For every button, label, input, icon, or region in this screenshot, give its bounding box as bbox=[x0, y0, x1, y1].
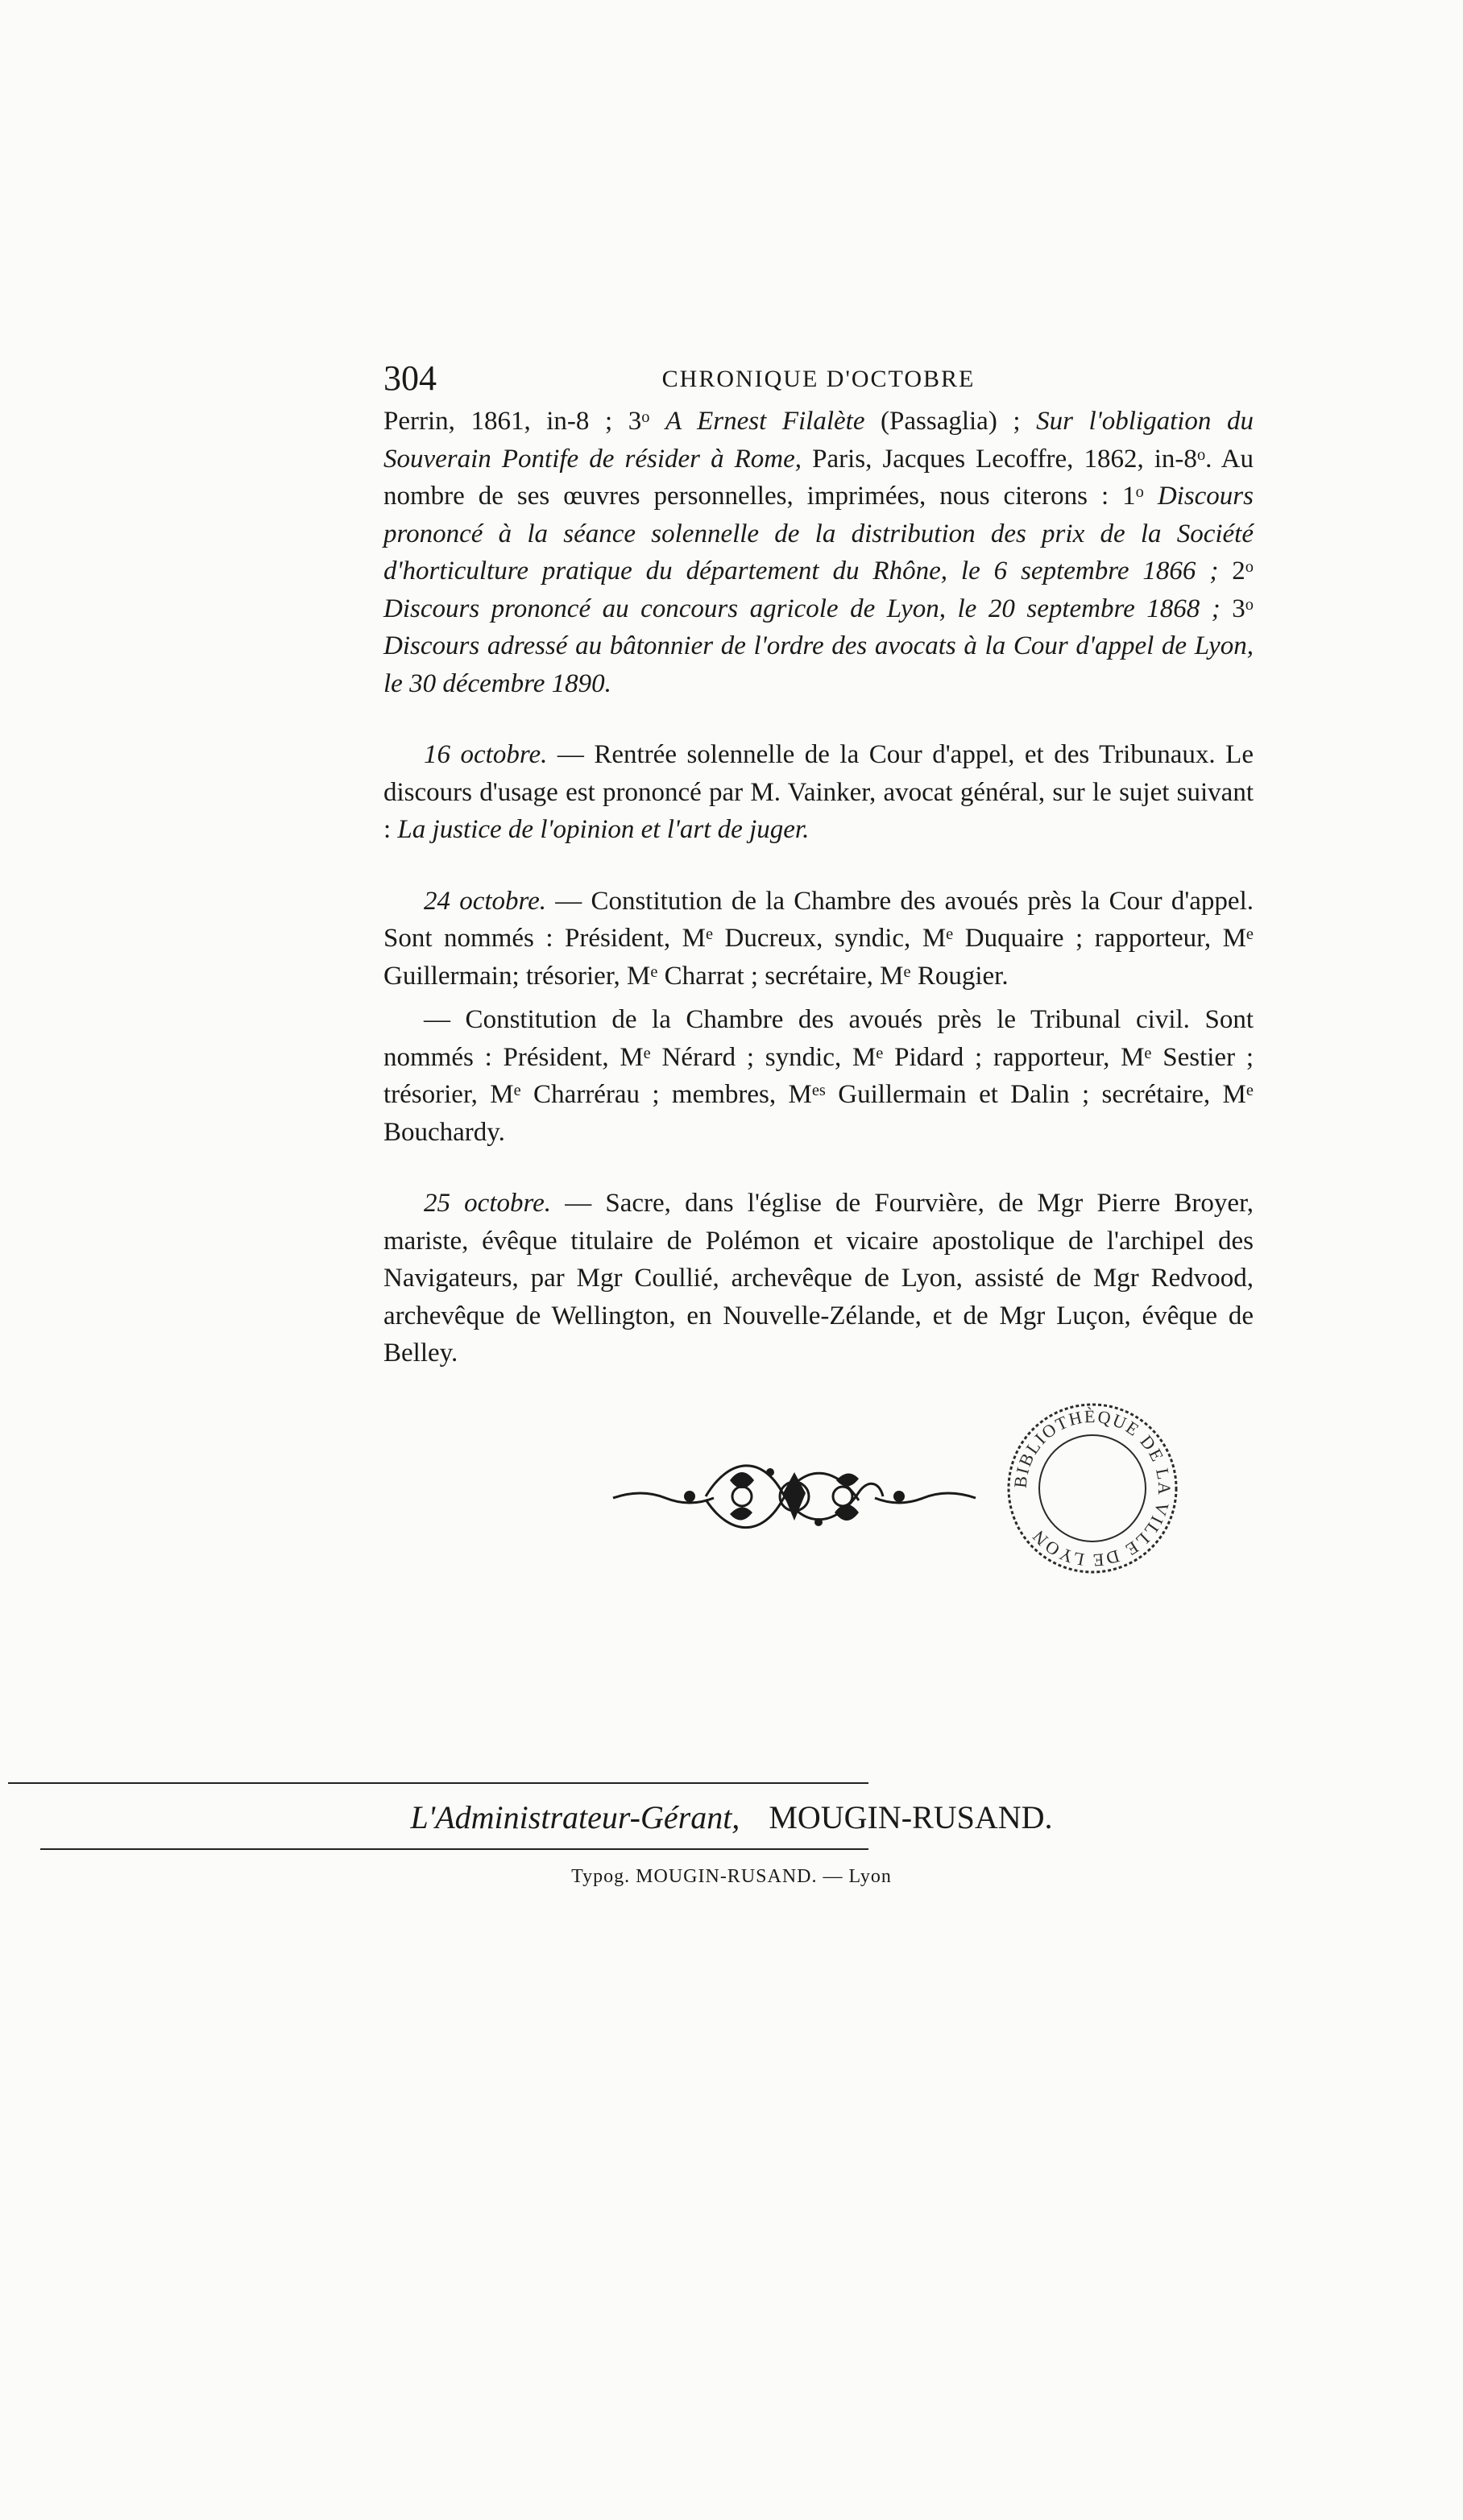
body-text bbox=[383, 403, 1254, 1372]
paragraph-tribunal-civil: — Constitution de la Chambre des avoués près le Tribunal civil. Sont nommés : Président, Me Nérard ; syndic, Me Pidard ; rapporteur, Me Sestier ; trésorier, Me Charrérau ; membres, $M^{es}$ Guillermain et Dalin ; secrétaire, Me Bouchardy. bbox=[383, 1005, 1254, 1147]
paragraph-bibliography: Perrin, 1861, in-8 ; 3$^o$ A Ernest Filalète (Passaglia) ; Sur l'obligation du Souverain Pontife de résider à Rome, Paris, Jacques Lecoffre, 1862, in-8$^o$. Au nombre de ses œuvres personnelles, imprimées, nous citerons : 1$^o$ Discours prononcé à la séance solennelle de la distribution des prix de la Société d'horticulture pratique du département du Rhône, le 6 septembre 1866 ; 2$^o$ Discours prononcé au concours agricole de Lyon, le 20 septembre 1868 ; 3$^o$ Discours adressé au bâtonnier de l'ordre des avocats à la Cour d'appel de Lyon, le 30 décembre 1890. bbox=[383, 407, 1254, 698]
page-header bbox=[383, 354, 1254, 403]
signature-line bbox=[0, 1792, 1463, 1843]
paragraph-16-octobre: 16 octobre. — Rentrée solennelle de la Cour d'appel, et des Tribunaux. Le discours d'usage est prononcé par M. Vainker, avocat général, sur le sujet suivant : La justice de l'opinion et l'art de juger. bbox=[383, 740, 1254, 844]
floral-vignette-icon bbox=[609, 1448, 980, 1545]
paragraph-24-octobre: 24 octobre. — Constitution de la Chambre des avoués près la Cour d'appel. Sont nommés : Président, Me Ducreux, syndic, Me Duquaire ; rapporteur, Me Guillermain; trésorier, Me Charrat ; secrétaire, Me Rougier. bbox=[383, 886, 1254, 991]
entry-date: 24 octobre. bbox=[424, 886, 547, 916]
printer-imprint: Typog. MOUGIN-RUSAND. — Lyon bbox=[571, 1866, 892, 1887]
paragraph-25-octobre: 25 octobre. — Sacre, dans l'église de Fourvière, de Mgr Pierre Broyer, mariste, évêque titulaire de Polémon et vicaire apostolique de l'archipel des Navigateurs, par Mgr Coullié, archevêque de Lyon, assisté de Mgr Redvood, archevêque de Wellington, en Nouvelle-Zélande, et de Mgr Luçon, évêque de Belley. bbox=[383, 1189, 1254, 1368]
administrator-role: L'Administrateur-Gérant, bbox=[410, 1799, 740, 1835]
entry-date: 25 octobre. bbox=[424, 1189, 552, 1218]
page-number: 304 bbox=[383, 358, 437, 398]
footer-rule-bottom bbox=[40, 1848, 868, 1850]
entry-date: 16 octobre. bbox=[424, 740, 548, 769]
svg-text:BIBLIOTHÈQUE DE LA VILLE DE LY bbox=[1010, 1405, 1175, 1570]
ornament-area bbox=[383, 1384, 1254, 1593]
stamp-ring-text: BIBLIOTHÈQUE DE LA VILLE DE LYON bbox=[1009, 1405, 1175, 1570]
library-stamp-icon bbox=[1004, 1400, 1181, 1577]
running-title: CHRONIQUE D'OCTOBRE bbox=[661, 366, 976, 392]
page bbox=[383, 354, 1254, 1593]
administrator-name: MOUGIN-RUSAND. bbox=[769, 1799, 1053, 1835]
footer-rule-top bbox=[8, 1782, 868, 1784]
